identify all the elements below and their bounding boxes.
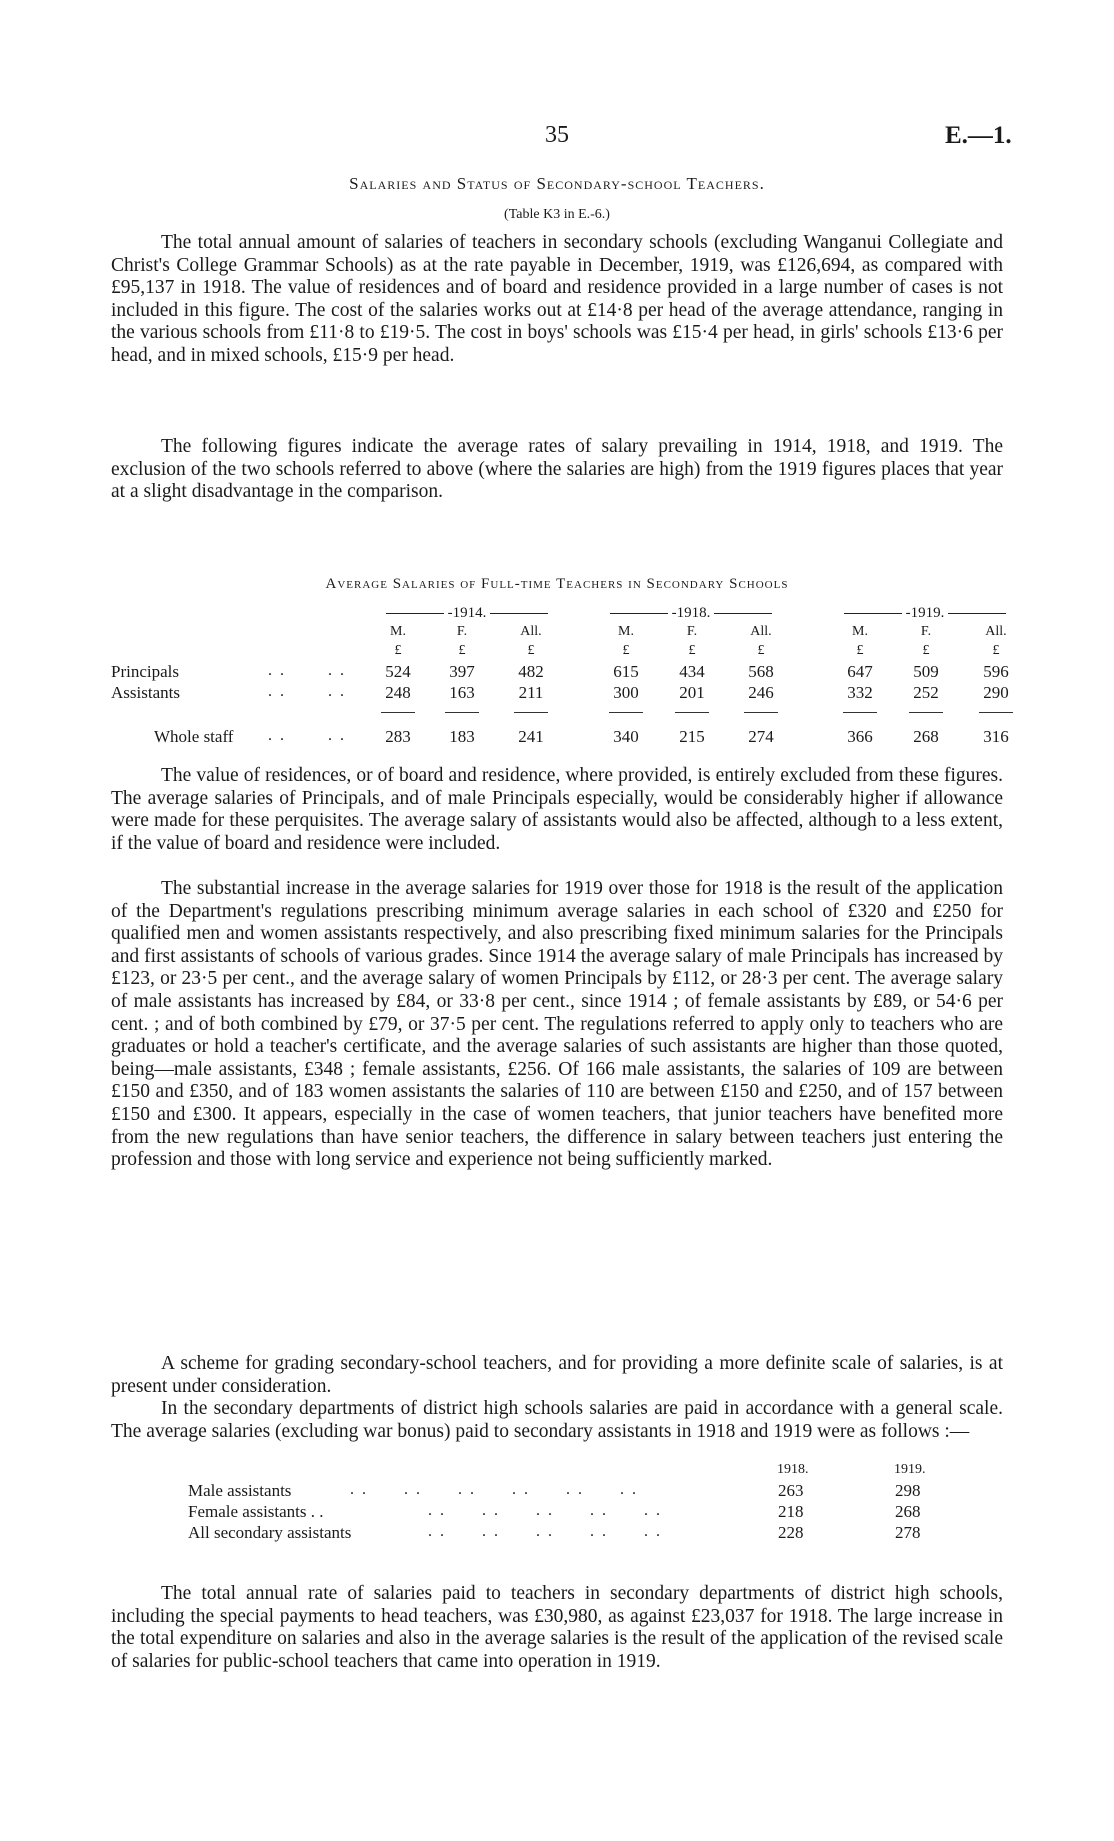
col-m: M. xyxy=(390,624,406,639)
paragraph-7: The total annual rate of salaries paid to teachers in secondary departments of district high schools, including the special payments to head teachers, was £30,980, as against £23,037 for 1918. The large increase in the total expenditure on salaries and also in the average salaries is the result of the application of the revised scale of salaries for public-school teachers that came into operation in 1919. xyxy=(111,1583,1003,1672)
table-cell: 248 xyxy=(385,683,411,702)
table-cell: 298 xyxy=(895,1481,921,1500)
rule xyxy=(675,712,709,713)
table-cell: 263 xyxy=(778,1481,804,1500)
col-all: All. xyxy=(985,624,1007,639)
table-cell: 201 xyxy=(679,683,705,702)
table-cell: 163 xyxy=(449,683,475,702)
leader-dots: . . . . . . . . . . xyxy=(428,1502,662,1519)
table-cell: 218 xyxy=(778,1502,804,1521)
section-title: Salaries and Status of Secondary-school Teachers. xyxy=(349,174,765,193)
table2-year-1919: 1919. xyxy=(894,1462,926,1477)
table1-year-1914: -1914. xyxy=(372,605,562,622)
unit-label: £ xyxy=(757,643,765,658)
col-m: M. xyxy=(618,624,634,639)
table-cell: 241 xyxy=(518,727,544,746)
leader-dots: . . . . xyxy=(268,727,346,744)
table-cell: 283 xyxy=(385,727,411,746)
leader-dots: . . . . xyxy=(268,662,346,679)
table-cell: 228 xyxy=(778,1523,804,1542)
section-subtitle: (Table K3 in E.-6.) xyxy=(504,207,610,222)
paragraph-4: The substantial increase in the average salaries for 1919 over those for 1918 is the result of the application of the Department's regulations prescribing minimum average salaries in each school of £320 and £250 for qualified men and women assistants respectively, and also prescribing fixed minimum salaries for the Principals and first assistants of schools of various grades. Since 1914 the average salary of male Principals has increased by £123, or 23·5 per cent., and the average salary of women Principals by £112, or 28·3 per cent. The average salary of male assistants has increased by £84, or 33·8 per cent., since 1914 ; of female assistants by £89, or 54·6 per cent. ; and of both combined by £79, or 37·5 per cent. The regulations referred to apply only to teachers who are graduates or hold a teacher's certificate, and the average salaries of such assistants are higher than those quoted, being—male assistants, £348 ; female assistants, £256. Of 166 male assistants, the salaries of 109 are between £150 and £350, and of 183 women assistants the salaries of 110 are between £150 and £250, and of 157 between £150 and £300. It appears, especially in the case of women teachers, that junior teachers have benefited more from the new regulations than have senior teachers, the difference in salary between teachers just entering the profession and those with long service and experience not being sufficiently marked. xyxy=(111,878,1003,1171)
table-cell: 340 xyxy=(613,727,639,746)
rule xyxy=(744,712,778,713)
leader-dots: . . . . . . . . . . xyxy=(428,1523,662,1540)
document-reference: E.—1. xyxy=(945,122,1012,149)
row-label: Female assistants . . xyxy=(188,1502,324,1521)
rule xyxy=(445,712,479,713)
table-cell: 366 xyxy=(847,727,873,746)
table2-year-1918: 1918. xyxy=(777,1462,809,1477)
row-label: Male assistants xyxy=(188,1481,292,1500)
table-cell: 316 xyxy=(983,727,1009,746)
table-cell: 434 xyxy=(679,662,705,681)
table-cell: 482 xyxy=(518,662,544,681)
table-cell: 509 xyxy=(913,662,939,681)
row-label: Assistants xyxy=(111,683,180,702)
table1-year-1918: -1918. xyxy=(596,605,786,622)
rule xyxy=(609,712,643,713)
paragraph-3: The value of residences, or of board and residence, where provided, is entirely excluded from these figures. The average salaries of Principals, and of male Principals especially, would be considerably higher if allowance were made for these perquisites. The average salary of assistants would also be affected, although to a less extent, if the value of board and residence were included. xyxy=(111,765,1003,854)
leader-dots: . . . . xyxy=(268,683,346,700)
paragraph-5: A scheme for grading secondary-school teachers, and for providing a more definite scale of salaries, is at present under consideration. xyxy=(111,1353,1003,1397)
table-cell: 183 xyxy=(449,727,475,746)
unit-label: £ xyxy=(992,643,1000,658)
table-cell: 211 xyxy=(518,683,544,702)
rule xyxy=(843,712,877,713)
col-f: F. xyxy=(686,624,698,639)
table-cell: 278 xyxy=(895,1523,921,1542)
col-all: All. xyxy=(750,624,772,639)
unit-label: £ xyxy=(922,643,930,658)
table-cell: 397 xyxy=(449,662,475,681)
page-number: 35 xyxy=(545,122,569,148)
unit-label: £ xyxy=(622,643,630,658)
paragraph-2: The following figures indicate the average rates of salary prevailing in 1914, 1918, and 1919. The exclusion of the two schools referred to above (where the salaries are high) from the 1919 figures places that year at a slight disadvantage in the comparison. xyxy=(111,436,1003,503)
rule xyxy=(381,712,415,713)
row-label: Whole staff xyxy=(154,727,234,746)
table1-title: Average Salaries of Full-time Teachers in Secondary Schools xyxy=(325,576,789,592)
table-cell: 274 xyxy=(748,727,774,746)
table-cell: 290 xyxy=(983,683,1009,702)
unit-label: £ xyxy=(688,643,696,658)
paragraph-6: In the secondary departments of district high schools salaries are paid in accordance with a general scale. The average salaries (excluding war bonus) paid to secondary assistants in 1918 and 1919 were as follows :— xyxy=(111,1398,1003,1442)
unit-label: £ xyxy=(458,643,466,658)
table-cell: 524 xyxy=(385,662,411,681)
col-all: All. xyxy=(520,624,542,639)
table-cell: 246 xyxy=(748,683,774,702)
rule xyxy=(514,712,548,713)
table1-year-1919: -1919. xyxy=(830,605,1020,622)
table-cell: 215 xyxy=(679,727,705,746)
table-cell: 596 xyxy=(983,662,1009,681)
table-cell: 268 xyxy=(913,727,939,746)
rule xyxy=(909,712,943,713)
table-cell: 568 xyxy=(748,662,774,681)
unit-label: £ xyxy=(394,643,402,658)
col-f: F. xyxy=(456,624,468,639)
table-cell: 252 xyxy=(913,683,939,702)
unit-label: £ xyxy=(527,643,535,658)
col-m: M. xyxy=(852,624,868,639)
table-cell: 615 xyxy=(613,662,639,681)
paragraph-1: The total annual amount of salaries of teachers in secondary schools (excluding Wanganui Collegiate and Christ's College Grammar Schools) as at the rate payable in December, 1919, was £126,694, as compared with £95,137 in 1918. The value of residences and of board and residence provided in a large number of cases is not included in this figure. The cost of the salaries works out at £14·8 per head of the average attendance, ranging in the various schools from £11·8 to £19·5. The cost in boys' schools was £15·4 per head, in girls' schools £13·6 per head, and in mixed schools, £15·9 per head. xyxy=(111,232,1003,366)
table-cell: 647 xyxy=(847,662,873,681)
leader-dots: . . . . . . . . . . . . xyxy=(350,1481,638,1498)
table-cell: 332 xyxy=(847,683,873,702)
row-label: Principals xyxy=(111,662,179,681)
row-label: All secondary assistants xyxy=(188,1523,352,1542)
rule xyxy=(979,712,1013,713)
table-cell: 268 xyxy=(895,1502,921,1521)
table-cell: 300 xyxy=(613,683,639,702)
unit-label: £ xyxy=(856,643,864,658)
col-f: F. xyxy=(920,624,932,639)
